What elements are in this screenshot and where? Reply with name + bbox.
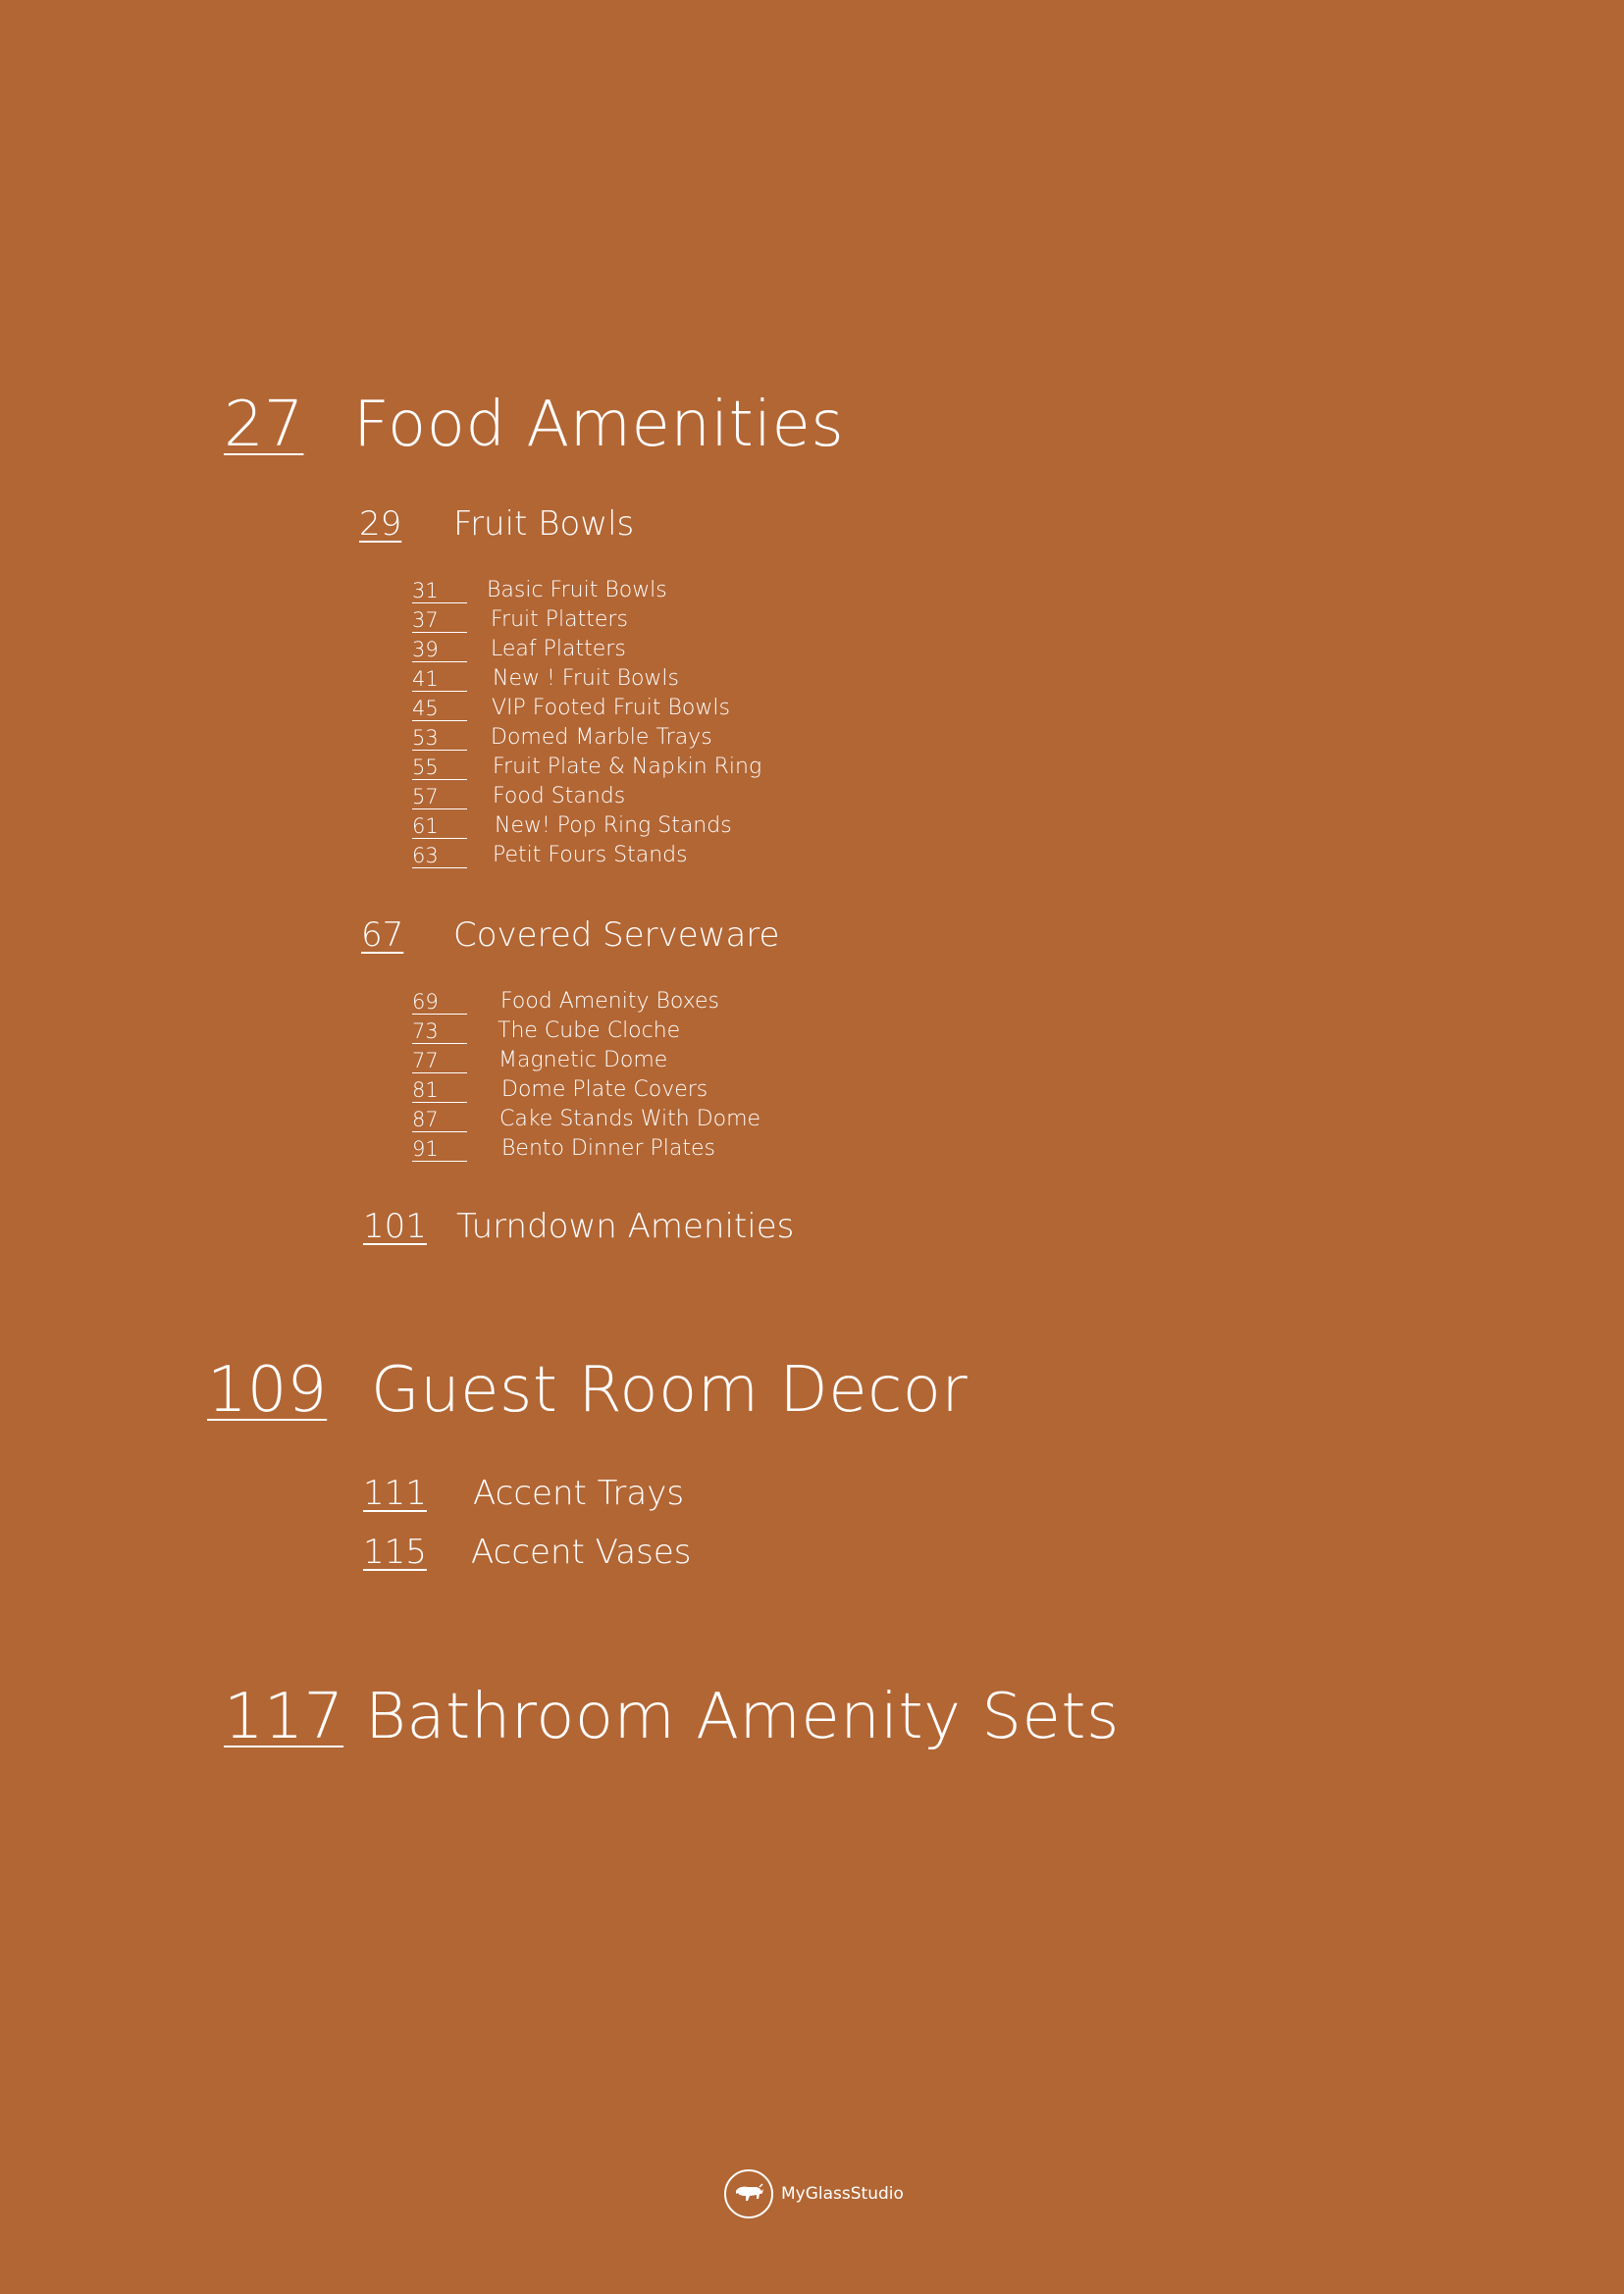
subsection-title[interactable]: Covered Serveware [453,915,780,955]
section-title[interactable]: Bathroom Amenity Sets [365,1681,1120,1753]
item-label: The Cube Cloche [498,1018,681,1043]
item-page-number: 81 [412,1078,467,1103]
item-page-number: 39 [412,638,467,662]
item-page-number: 45 [412,697,467,721]
section-page-number[interactable]: 27 [224,389,304,461]
item-page-number: 77 [412,1049,467,1073]
subsection-page-number[interactable]: 29 [359,504,402,544]
item-label: Fruit Platters [491,607,628,632]
item-page-number: 55 [412,756,467,780]
item-page-number: 69 [412,990,467,1015]
item-label: Bento Dinner Plates [501,1136,715,1161]
subsection-title[interactable]: Accent Trays [473,1474,685,1513]
brand-logo [724,2167,904,2220]
item-page-number: 63 [412,844,467,868]
section-page-number[interactable]: 109 [207,1354,328,1427]
subsection-title[interactable]: Turndown Amenities [456,1207,795,1246]
item-label: Cake Stands With Dome [499,1107,761,1131]
item-page-number: 41 [412,667,467,692]
item-label: Dome Plate Covers [501,1077,708,1102]
item-label: Food Amenity Boxes [500,989,719,1014]
subsection-title[interactable]: Fruit Bowls [453,504,635,544]
bull-icon [724,2169,773,2218]
item-page-number: 73 [412,1019,467,1044]
item-page-number: 57 [412,785,467,809]
item-label: VIP Footed Fruit Bowls [492,696,730,720]
item-page-number: 31 [412,579,467,603]
item-page-number: 61 [412,814,467,839]
section-page-number[interactable]: 117 [224,1681,344,1753]
subsection-page-number[interactable]: 115 [363,1533,427,1572]
item-page-number: 87 [412,1108,467,1132]
brand-name: MyGlassStudio [781,2184,904,2204]
item-label: Basic Fruit Bowls [487,578,667,602]
item-label: Petit Fours Stands [493,843,688,867]
item-label: Food Stands [493,784,626,808]
subsection-page-number[interactable]: 111 [363,1474,427,1513]
section-title[interactable]: Guest Room Decor [371,1354,969,1427]
item-page-number: 53 [412,726,467,751]
section-title[interactable]: Food Amenities [353,389,845,461]
item-page-number: 91 [412,1137,467,1162]
item-page-number: 37 [412,608,467,633]
item-label: New! Pop Ring Stands [495,813,732,838]
item-label: Leaf Platters [491,637,626,661]
item-label: Domed Marble Trays [491,725,712,750]
subsection-title[interactable]: Accent Vases [471,1533,692,1572]
subsection-page-number[interactable]: 101 [363,1207,427,1246]
subsection-page-number[interactable]: 67 [361,915,404,955]
item-label: Magnetic Dome [498,1048,668,1072]
item-label: New ! Fruit Bowls [493,666,679,691]
item-label: Fruit Plate & Napkin Ring [493,755,762,779]
